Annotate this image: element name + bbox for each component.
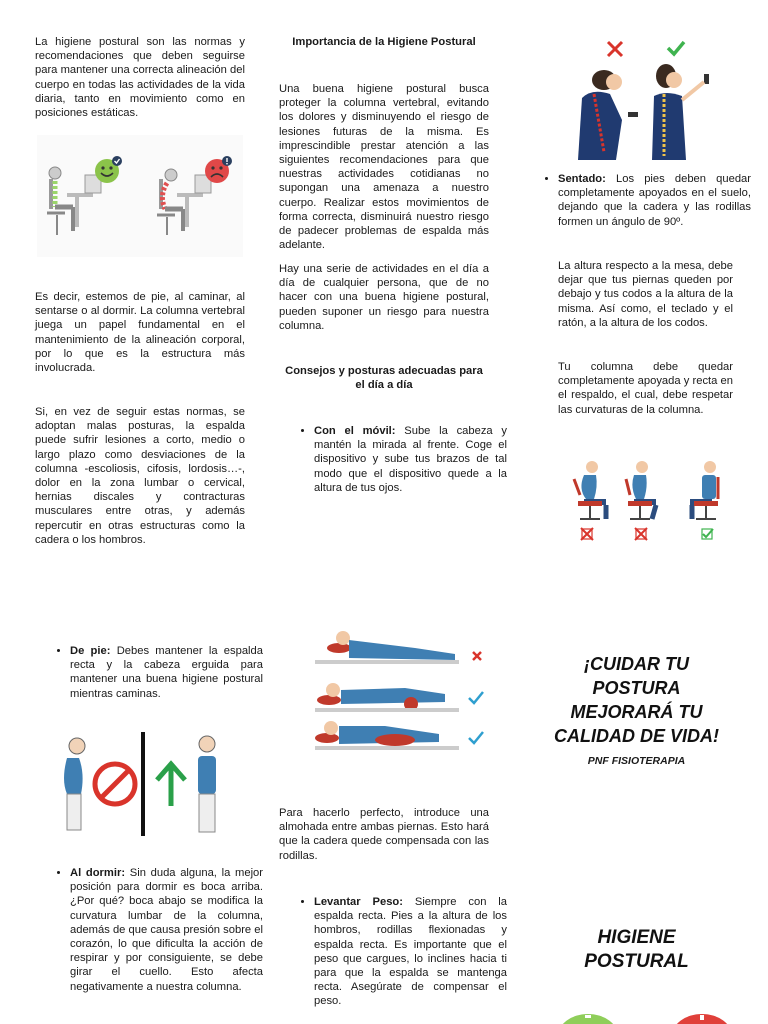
sitting-posture-figure bbox=[560, 455, 730, 547]
sleeping-positions-figure bbox=[305, 624, 490, 754]
sleeping-text: Sin duda alguna, la mejor posición para dormir es boca arriba. ¿Por qué? boca abajo se modifica la curvatura lumbar de la columna, además de que causa presión sobre el corazón, lo que dificulta la acción de respirar y por consiguiente, se debe girar el cuello. Esto afecta negativamente a nuestra columna. bbox=[70, 867, 263, 993]
sitting-label: Sentado: bbox=[558, 173, 606, 185]
phone-posture-figure bbox=[570, 36, 720, 160]
advice-heading: Consejos y posturas adecuadas para el día a día bbox=[285, 365, 483, 392]
standing-text: Debes mantener la espalda recta y la cabeza erguida para mantener una buena higiene postural mientras caminas. bbox=[70, 645, 263, 700]
importance-paragraph: Una buena higiene postural busca proteger la columna vertebral, evitando los dolores y disminuyendo el riesgo de lesiones futuras de la misma. Es imprescindible prestar atención a las siguientes recomendaciones para que nuestras actividades cotidianas no supongan una amenaza a nuestro cuerpo. Realizar estos movimientos de forma correcta, disminuirá nuestro riesgo de padecer problemas de espalda más adelante. bbox=[279, 83, 489, 252]
sitting-person-bad-2 bbox=[626, 461, 656, 519]
cross-icon bbox=[608, 42, 622, 56]
check-icon bbox=[702, 529, 713, 539]
lifting-text: Siempre con la espalda recta. Pies a la altura de los hombros, rodillas flexionadas y espalda recta. Es importante que el peso que cargues, lo inclines hacia ti para que la espalda se mantenga recta. Asegúrate de compensar el peso. bbox=[314, 896, 507, 1008]
sitting-person-bad-1 bbox=[574, 461, 606, 519]
upright-person bbox=[198, 736, 216, 832]
spine-paragraph: Tu columna debe quedar completamente apoyada y recta en el respaldo, el cual, debe respetar las curvaturas de la columna. bbox=[558, 361, 733, 416]
phone-text: Sube la cabeza y mantén la mirada al frente. Coge el dispositivo y sube tus brazos de tal modo que el dispositivo quede a la altura de tus ojos. bbox=[314, 425, 507, 494]
supine-sleeper bbox=[315, 683, 459, 712]
sitting-text: Los pies deben quedar completamente apoyados en el suelo, dejando que la cadera y las rodillas formen un ángulo de 90º. bbox=[558, 173, 751, 228]
check-icon bbox=[668, 42, 684, 54]
lifting-label: Levantar Peso: bbox=[314, 896, 403, 908]
check-icon bbox=[469, 732, 483, 743]
phone-advice bbox=[296, 424, 507, 495]
green-badge-icon bbox=[556, 1012, 620, 1024]
brand-name: PNF FISIOTERAPIA bbox=[587, 755, 686, 767]
intro-paragraph: La higiene postural son las normas y recomendaciones que deben seguirse para mantener una correcta alineación del cuerpo en todas las actividades de la vida diaria, tanto en movimiento como en posiciones estáticas. bbox=[35, 36, 245, 120]
red-badge-icon bbox=[670, 1012, 734, 1024]
sitting-person-good bbox=[690, 461, 718, 519]
happy-face-icon bbox=[95, 156, 122, 183]
sleeping-label: Al dormir: bbox=[70, 867, 126, 879]
cross-icon bbox=[473, 652, 481, 660]
lifting-advice bbox=[296, 895, 507, 1009]
bad-posture-worker bbox=[157, 169, 211, 235]
sad-face-icon bbox=[205, 156, 232, 183]
standing-advice bbox=[52, 644, 263, 701]
upright-woman bbox=[652, 64, 709, 160]
sitting-advice bbox=[540, 172, 751, 229]
cross-icon bbox=[581, 528, 593, 540]
prohibited-icon bbox=[95, 764, 135, 804]
prone-sleeper bbox=[315, 631, 459, 664]
phone-label: Con el móvil: bbox=[314, 425, 396, 437]
check-icon bbox=[469, 692, 483, 703]
sleeping-advice bbox=[52, 866, 263, 994]
good-posture-worker bbox=[47, 167, 101, 235]
side-sleeper bbox=[315, 721, 459, 750]
standing-posture-figure bbox=[53, 730, 225, 836]
bad-posture-paragraph: Si, en vez de seguir estas normas, se adoptan malas posturas, la espalda puede sufrir lesiones a corto, medio o largo plazo como desviaciones de la columna -escoliosis, cifosis, lordosis…-, dolor en la zona lumbar o cervical, hernias discales y contracturas musculares entre otras, y además repercutir en otras estructuras como la cadera o los hombros. bbox=[35, 406, 245, 546]
bent-neck-woman bbox=[578, 70, 638, 160]
up-arrow-icon bbox=[157, 764, 185, 806]
alignment-paragraph: Es decir, estemos de pie, al caminar, al sentarse o al dormir. La columna vertebral juega un papel fundamental en el mantenimiento de la alineación corporal, por lo que es la estructura más involucrada. bbox=[35, 291, 245, 375]
brochure-title: HIGIENE POSTURAL bbox=[584, 927, 689, 972]
daily-risk-paragraph: Hay una serie de actividades en el día a día de cualquier persona, que de no hacer con una buena higiene postural, pueden suponer un riesgo para nuestra columna. bbox=[279, 263, 489, 332]
standing-label: De pie: bbox=[70, 645, 111, 657]
pillow-paragraph: Para hacerlo perfecto, introduce una almohada entre ambas piernas. Esto hará que la cadera quede compensada con las rodillas. bbox=[279, 807, 489, 862]
importance-heading: Importancia de la Higiene Postural bbox=[292, 36, 476, 48]
slouched-person bbox=[64, 738, 85, 830]
desk-height-paragraph: La altura respecto a la mesa, debe dejar que tus piernas queden por debajo y tus codos a la altura de la misma. Así como, el teclado y el ratón, a la altura de los codos. bbox=[558, 260, 733, 329]
divider bbox=[141, 732, 145, 836]
desk-posture-figure bbox=[37, 135, 243, 257]
cross-icon bbox=[635, 528, 647, 540]
slogan: ¡CUIDAR TU POSTURA MEJORARÁ TU CALIDAD DE VIDA! bbox=[554, 654, 719, 746]
